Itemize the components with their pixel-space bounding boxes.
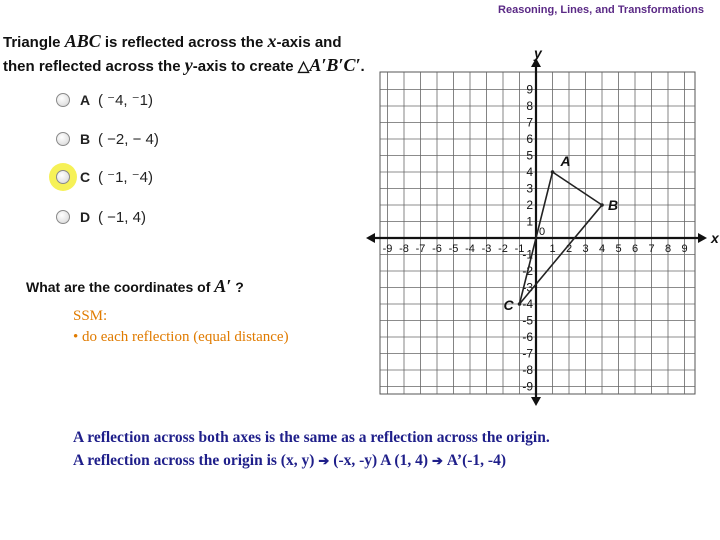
y-tick-label: -2 [522,264,533,278]
y-tick-label: -8 [522,363,533,377]
x-tick-label: -8 [399,243,409,255]
radio-icon[interactable] [56,93,70,107]
arrow-right-icon: ➔ [318,453,330,468]
y-tick-label: 7 [526,115,533,130]
coordinate-plane [378,45,719,397]
x-tick-label: -2 [498,243,508,255]
choice-letter: B [80,131,91,147]
x-tick-label: -7 [415,243,426,255]
answer-line-2 [73,449,550,472]
answer-rule: A reflection across the origin is (x, y) [73,452,315,469]
y-tick-label: 3 [526,181,533,196]
point-label-b: B [608,197,619,213]
prompt-point: A′ [214,276,232,296]
choice-coords: ( −1, 4) [98,208,146,226]
choice-coords: ( ⁻1, ⁻4) [98,169,154,186]
question-text: . [360,58,365,75]
question-line-1 [3,31,342,52]
question-text: is reflected across the [100,34,268,51]
x-tick-label: 3 [582,243,589,255]
y-tick-label: -6 [522,330,533,344]
radio-icon[interactable] [56,210,70,224]
y-tick-label: -5 [522,313,533,328]
x-tick-label: 5 [615,243,622,255]
x-tick-label: 7 [648,243,655,255]
radio-icon[interactable] [56,170,70,184]
arrow-right-icon: ➔ [431,453,443,468]
x-tick-label: -5 [448,243,459,255]
y-tick-label: -7 [522,346,533,361]
y-tick-label: 2 [526,198,533,212]
header-title: Reasoning, Lines, and Transformations [498,4,704,16]
axis-name: x [267,31,277,51]
choice-a[interactable] [56,89,153,111]
x-tick-label: -1 [514,243,525,255]
choice-coords: ( −2, − 4) [98,130,159,148]
question-text: -axis to create △ [192,58,310,75]
x-tick-label: -6 [432,243,442,255]
point-a [551,170,555,174]
prompt-text: What are the coordinates of [26,279,215,295]
y-tick-label: 9 [526,82,533,97]
selection-highlight [49,163,77,191]
answer-result: A’(-1, -4) [446,452,506,469]
radio-icon[interactable] [56,132,70,146]
point-label-a: A [560,153,571,169]
question-text: Triangle [3,34,65,51]
y-tick-label: 1 [526,214,533,229]
y-axis-arrow-down [531,397,541,406]
question-text: then reflected across the [3,58,185,75]
choice-coords: ( ⁻4, ⁻1) [98,92,154,109]
ssm-note [73,306,289,348]
answer-mapping: (-x, -y) A (1, 4) [333,452,428,469]
point-label-c: C [503,297,514,313]
question-line-2 [3,55,365,76]
choice-letter: C [80,169,91,185]
y-tick-label: 5 [526,148,533,163]
ssm-bullet: • do each reflection (equal distance) [73,329,289,345]
y-tick-label: -1 [522,247,533,262]
point-c [518,302,522,306]
origin-label: 0 [539,226,546,238]
x-tick-label: -3 [481,243,492,255]
choice-letter: D [80,209,91,225]
choice-c[interactable] [56,166,153,188]
x-tick-label: 8 [664,243,672,255]
x-tick-label: 4 [598,243,606,255]
x-tick-label: 1 [549,243,556,255]
choice-d[interactable] [56,206,146,228]
point-b [600,203,604,207]
image-triangle-name: A′B′C′ [309,55,361,75]
choice-b[interactable] [56,128,159,150]
y-tick-label: 8 [526,99,533,113]
y-axis-label: y [534,45,542,61]
x-tick-label: 6 [631,243,639,255]
x-axis-arrow-left [366,233,375,243]
question-text: -axis and [276,34,342,51]
triangle-name: ABC [64,31,101,51]
axis-name: y [184,55,193,75]
y-tick-label: -9 [522,379,533,394]
x-axis-label: x [711,230,719,246]
coordinates-question [26,276,244,297]
prompt-end: ? [231,279,244,295]
x-tick-label: -4 [465,243,475,255]
y-tick-label: 4 [526,165,533,179]
choice-letter: A [80,92,91,108]
ssm-title: SSM: [73,308,108,324]
answer-explanation [73,426,550,472]
x-axis-arrow-right [698,233,707,243]
y-tick-label: -3 [522,280,533,295]
answer-line-1: A reflection across both axes is the same as a reflection across the origin. [73,429,550,446]
x-tick-label: 2 [565,243,573,255]
x-tick-label: 9 [681,243,688,255]
y-tick-label: 6 [526,132,533,146]
y-tick-label: -4 [522,297,533,311]
x-tick-label: -9 [382,243,393,255]
